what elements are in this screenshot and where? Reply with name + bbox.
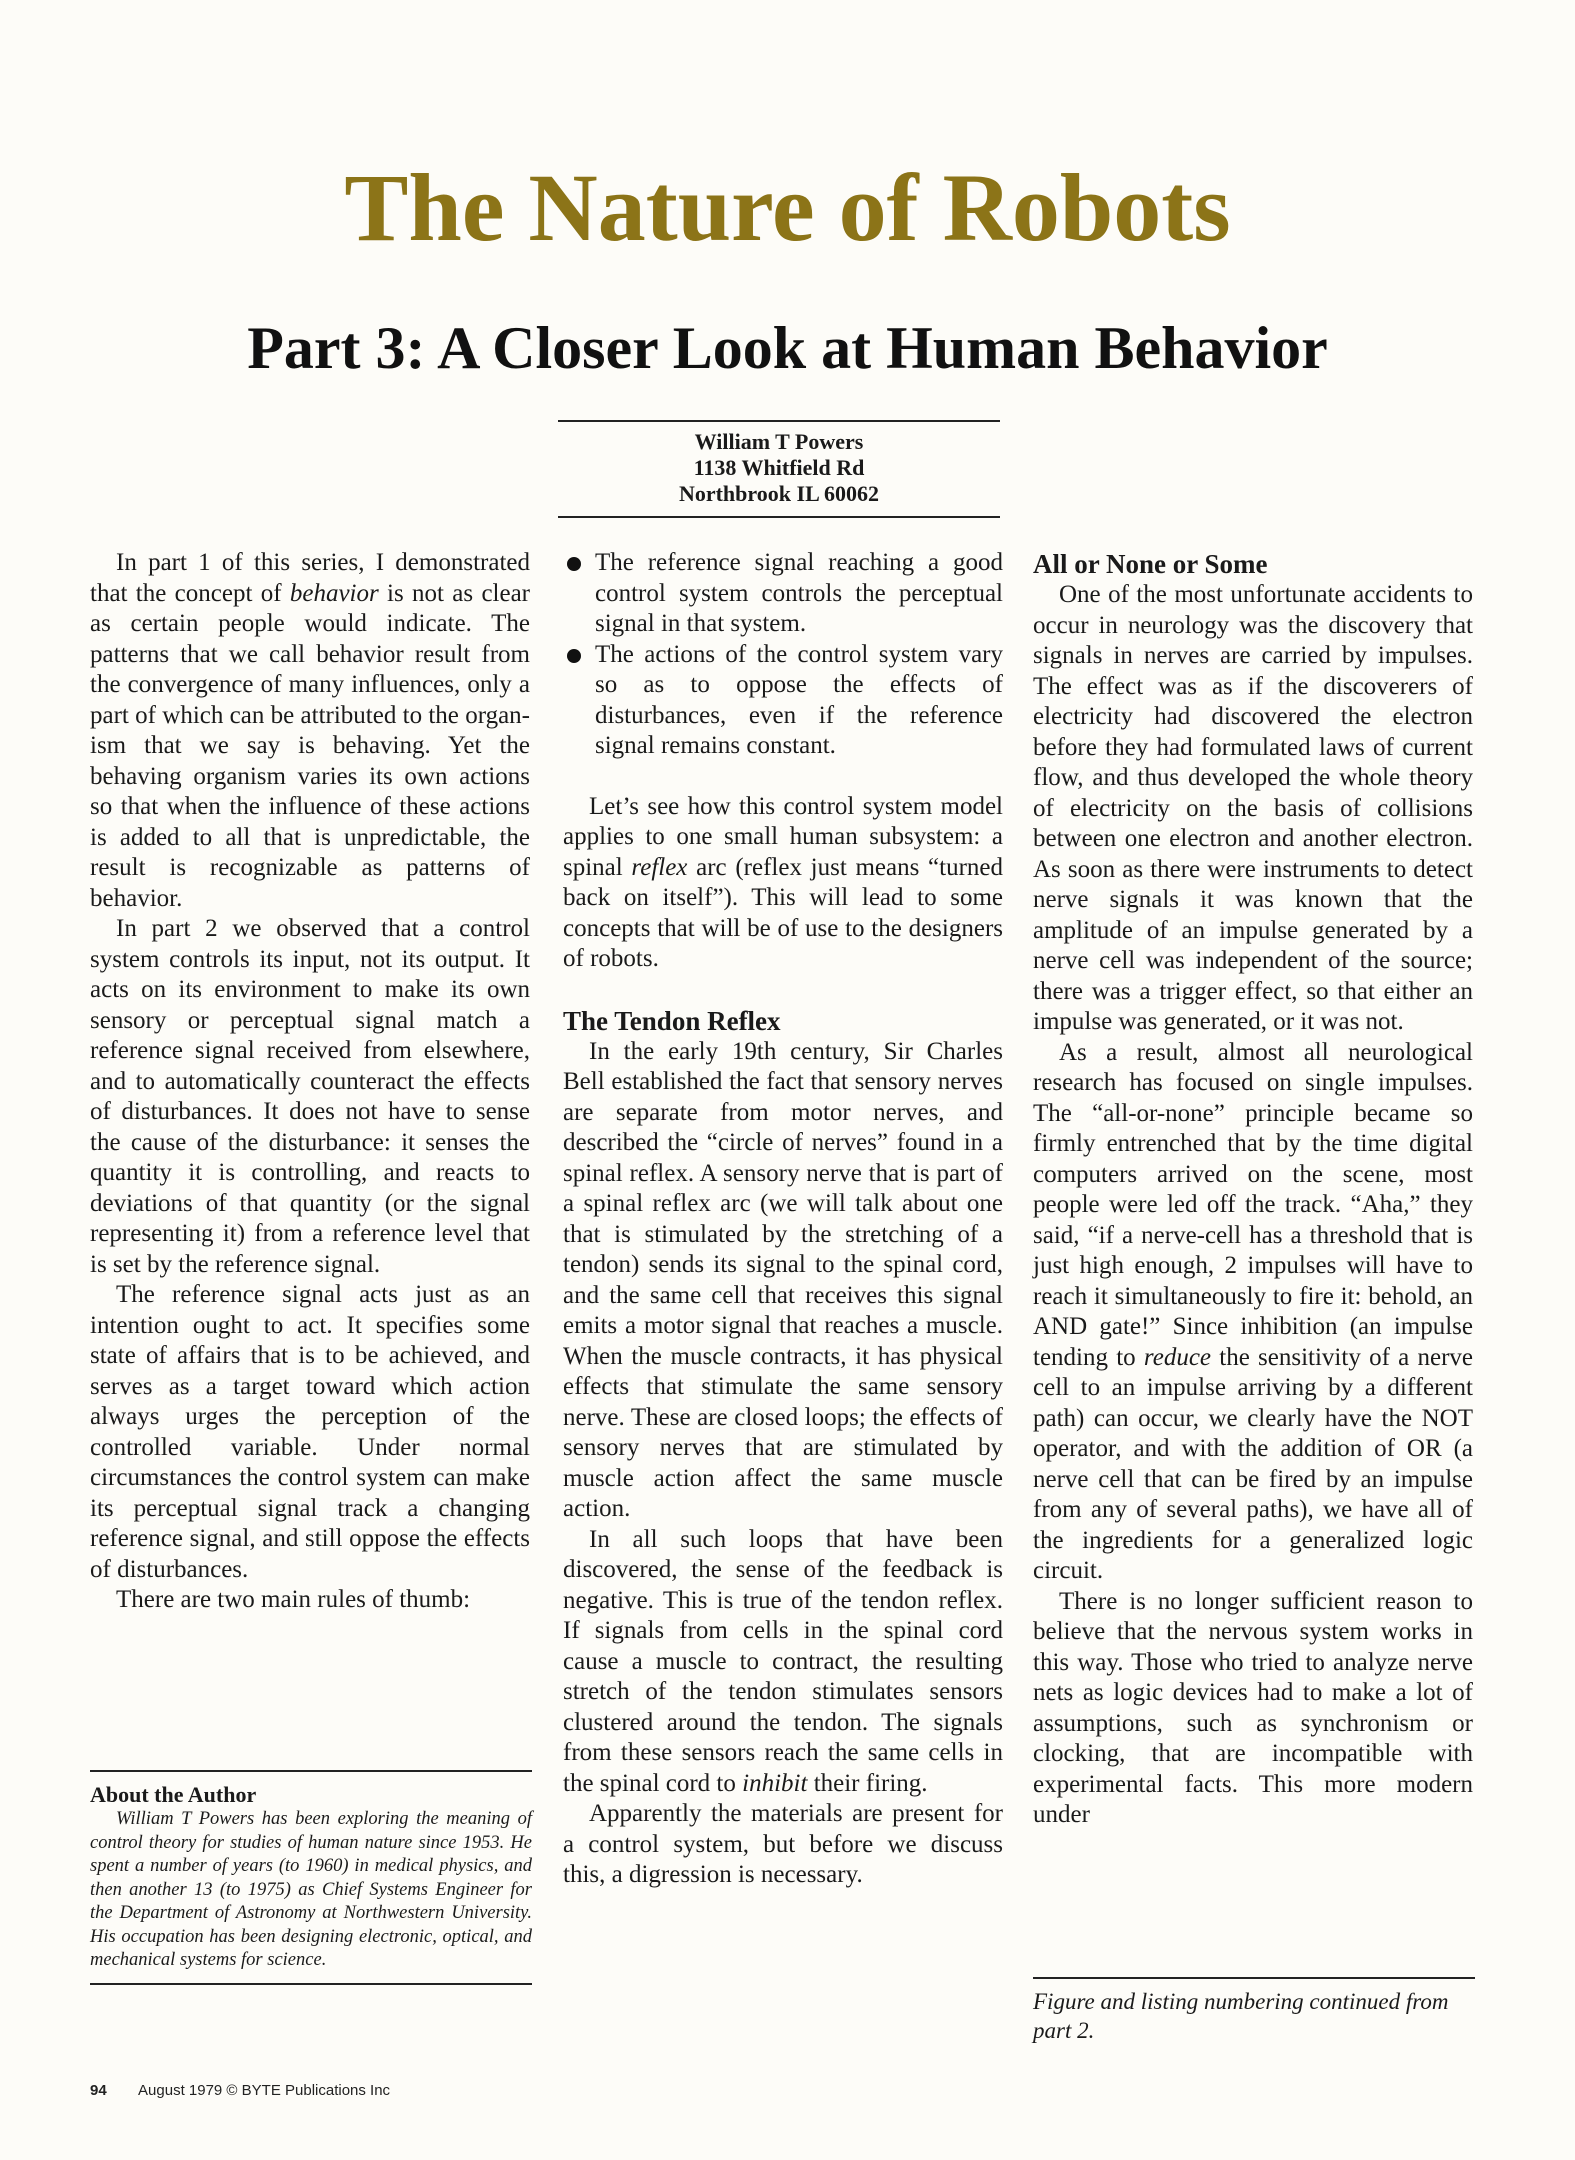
- paragraph: In the early 19th century, Sir Charles Bell established the fact that sensory nerves are separate from motor nerves, and described the “circle of nerves” found in a spinal reflex. A sensory nerve that is part of a spinal reflex arc (we will talk about one that is stimulated by the stretching of a tendon) sends its signal to the spinal cord, and the same cell that receives this signal emits a motor signal that reaches a muscle. When the muscle contracts, it has physical effects that stimulate the same sensory nerve. These are closed loops; the effects of sensory nerves that are stimulated by muscle action affect the same muscle action.: [563, 1037, 1003, 1522]
- paragraph: Let’s see how this control system model applies to one small human subsystem: a spinal reflex arc (reflex just means “turned back on itself”). This will lead to some concepts that will be of use to the designers of robots.: [563, 792, 1003, 972]
- about-text: William T Powers has been exploring the meaning of control theory for studies of human nature since 1953. He spent a number of years (to 1960) in medical physics, and then another 13 (to 1975) as Chief Systems Engineer for the Department of Astronomy at Northwestern University. His occupation has been designing electronic, optical, and mechanical systems for science.: [90, 1809, 532, 1970]
- author-city: Northbrook IL 60062: [678, 481, 880, 506]
- column-3: [1033, 548, 1473, 1831]
- author-byline: [558, 420, 1000, 518]
- about-heading: About the Author: [90, 1782, 257, 1807]
- figure-numbering-note: Figure and listing numbering continued from part 2.: [1033, 1977, 1475, 2045]
- article-subtitle: Part 3: A Closer Look at Human Behavior: [247, 315, 1328, 381]
- rules-list: [563, 548, 1003, 762]
- paragraph: As a result, almost all neurological research has focused on single impulses. The “all-or-none” principle became so firmly entrenched that by the time digital computers arrived on the scene, most people were led off the track. “Aha,” they said, “if a nerve-cell has a threshold that is just high enough, 2 impulses will have to reach it simultaneously to fire it: behold, an AND gate!” Since inhibition (an impulse tending to reduce the sensitivity of a nerve cell to an impulse arriving by a different path) can occur, we clearly have the NOT operator, and with the addition of OR (a nerve cell that can be fired by an impulse from any of several paths), we have all of the ingredients for a generalized logic circuit.: [1033, 1038, 1473, 1584]
- paragraph: In all such loops that have been discovered, the sense of the feedback is negative. This is true of the tendon reflex. If signals from cells in the spinal cord cause a muscle to contract, the resulting stretch of the tendon stimulates sensors clustered around the tendon. The signals from these sensors reach the same cells in the spinal cord to inhibit their firing.: [563, 1525, 1003, 1797]
- author-name: William T Powers: [694, 429, 864, 454]
- paragraph: One of the most unfortunate accidents to occur in neurology was the discovery that signals in nerves are carried by impulses. The effect was as if the discoverers of electricity had discovered the electron before they had formulated laws of current flow, and thus developed the whole theory of electricity on the basis of collisions between one electron and another electron. As soon as there were instruments to detect nerve signals it was known that the amplitude of an impulse generated by a nerve cell was independent of the source; there was a trigger effect, so that either an impulse was generated, or it was not.: [1033, 581, 1473, 1035]
- section-heading: The Tendon Reflex: [563, 1005, 781, 1036]
- column-1: [90, 548, 530, 1616]
- article-title: The Nature of Robots: [344, 154, 1231, 261]
- author-street: 1138 Whitfield Rd: [693, 455, 865, 480]
- paragraph: In part 1 of this series, I demonstrated that the concept of behavior is not as clear as certain people would indicate. The patterns that we call behavior result from the convergence of many influences, only a part of which can be attributed to the organism that we say is behaving. Yet the behaving organism varies its own actions so that when the influence of these actions is added to all that is unpredictable, the result is recognizable as patterns of behavior.: [90, 549, 530, 912]
- list-item: The reference signal reaching a good control system controls the perceptual signal in that system.: [563, 548, 1003, 640]
- paragraph: Apparently the materials are present for a control system, but before we discuss this, a digression is necessary.: [563, 1800, 1003, 1888]
- page-number: 94: [90, 2082, 107, 2099]
- section-heading: All or None or Some: [1033, 549, 1268, 579]
- paragraph: In part 2 we observed that a control system controls its input, not its output. It acts on its environment to make its own sensory or perceptual signal match a reference signal received from elsewhere, and to automatically counteract the effects of disturbances. It does not have to sense the cause of the disturbance: it senses the quantity it is controlling, and reacts to deviations of that quantity (or the signal representing it) from a reference level that is set by the reference signal.: [90, 915, 530, 1278]
- page-footer: [90, 2082, 390, 2099]
- column-2: [563, 548, 1003, 1891]
- paragraph: There are two main rules of thumb:: [116, 1586, 471, 1613]
- paragraph: The reference signal acts just as an intention ought to act. It specifies some state of affairs that is to be achieved, and serves as a target toward which action always urges the perception of the controlled variable. Under normal circumstances the control system can make its perceptual signal track a changing reference signal, and still oppose the effects of disturbances.: [90, 1281, 530, 1583]
- list-item: The actions of the control system vary so as to oppose the effects of disturbances, even if the reference signal remains constant.: [563, 640, 1003, 762]
- paragraph: There is no longer sufficient reason to believe that the nervous system works in this way. Those who tried to analyze nerve nets as logic devices had to make a lot of assumptions, such as synchronism or clocking, that are incompatible with experimental facts. This more modern under: [1033, 1587, 1473, 1828]
- about-the-author-box: [90, 1770, 532, 1985]
- publication-credit: August 1979 © BYTE Publications Inc: [138, 2082, 391, 2099]
